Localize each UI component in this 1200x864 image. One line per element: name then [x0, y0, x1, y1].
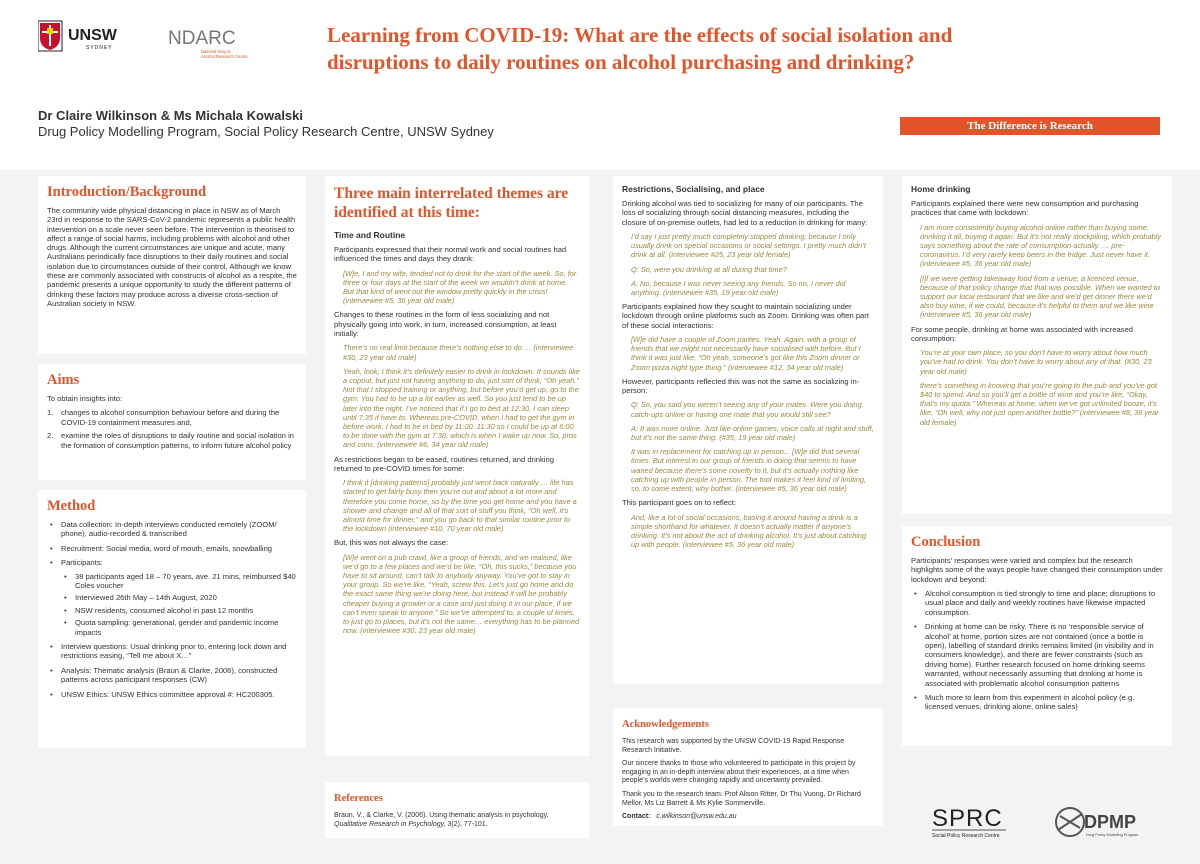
quote: A: It was more online. Just like online games, voice calls at night and stuff, but it’s not the same thing. (#35, 19 year old male) — [631, 423, 874, 443]
reference-entry: Braun, V., & Clarke, V. (2006). Using thematic analysis in psychology. Qualitative Research in Psychology, 3(2), 77-101. — [334, 812, 549, 828]
quote: A: No, because I was never seeing any friends. So no, I never did anything. (interviewee #35, 19 year old male) — [631, 278, 846, 297]
themes-paragraph: Participants expressed that their normal work and social routines had influenced the times and days they drank: — [334, 245, 567, 264]
contact-email[interactable]: c.wilkinson@unsw.edu.au — [656, 813, 737, 821]
method-heading: Method — [47, 498, 96, 514]
themes-heading: Three main interrelated themes are identified at this time: — [334, 185, 569, 221]
affiliation: Drug Policy Modelling Program, Social Policy Research Centre, UNSW Sydney — [38, 124, 494, 139]
poster-title — [327, 22, 1147, 76]
method-subitem: • 38 participants aged 18 – 70 years, ave. 21 mins, reimbursed $40 Coles voucher — [61, 572, 297, 591]
aims-list — [47, 408, 297, 450]
method-subitem: • Quota sampling: generational, gender and pandemic income impacts — [61, 618, 297, 637]
quote: Q: So, you said you weren’t seeing any of your mates. Were you doing catch-ups online or having one mate that you would still see? — [631, 400, 862, 419]
method-list — [47, 520, 297, 699]
quote: [W]e did have a couple of Zoom parties. Yeah. Again, with a group of friends that we might not necessarily have socialised with before. But I think it was just like, “Oh yeah, someone’s got like this Zoom dinner or Zoom pizza night type thing.” (interviewee #12, 34 year old male) — [631, 335, 861, 372]
references-section — [325, 782, 589, 838]
quote: There’s no real limit because there’s nothing else to do … (interviewee #30, 23 year old male) — [343, 343, 574, 362]
conclusion-paragraph: Participants’ responses were varied and complex but the research highlights some of the ways people have changed their consumption under lockdown and beyond: — [911, 556, 1163, 584]
conclusion-section — [902, 526, 1172, 746]
restrictions-paragraph: Drinking alcohol was tied to socializing for many of our participants. The loss of socializing through social distancing measures, including the closure of on-premise outlets, had led to a reduction in drinking for many: — [622, 199, 868, 227]
dpmp-logo — [1056, 808, 1138, 837]
conclusion-item: • Much more to learn from this experiment in alcohol policy (e.g. licensed venues, drinking alone, online sales) — [911, 693, 1163, 712]
time-routine-subheading: Time and Routine — [334, 230, 406, 240]
unsw-logo — [38, 20, 138, 60]
quote: Q: So, were you drinking at all during that time? — [631, 264, 787, 274]
intro-section — [38, 176, 306, 354]
acknowledgements-section — [613, 708, 883, 826]
participants-sublist — [61, 572, 297, 637]
aims-item: 2. examine the roles of disruptions to daily routine and social isolation in the formation of consumption patterns, to inform future alcohol policy — [47, 431, 295, 450]
ack-paragraph: Thank you to the research team: Prof Alison Ritter, Dr Thu Vuong, Dr Richard Mellor, Ms Liz Barrett & Ms Kylie Sommerville. — [622, 790, 861, 807]
title-line-1: Learning from COVID-19: What are the effects of social isolation and — [327, 23, 953, 47]
quote: [W]e, I and my wife, tended not to drink for the start of the week. So, for three or four days at the start of the week we wouldn’t drink at home. But that kind of went out the window pretty quickly in the crisis! (interviewee #5, 36 year old male) — [343, 268, 577, 306]
intro-heading: Introduction/Background — [47, 184, 207, 200]
method-subitem: • NSW residents, consumed alcohol in past 12 months — [61, 606, 297, 615]
restrictions-paragraph: Participants explained how they sought to maintain socializing under lockdown through online platforms such as Zoom. Drinking was often part of these social interactions: — [622, 302, 869, 330]
method-subitem: • Interviewed 26th May – 14th August, 2020 — [61, 593, 297, 602]
home-drinking-section — [902, 176, 1172, 514]
restrictions-heading: Restrictions, Socialising, and place — [622, 184, 765, 194]
authors: Dr Claire Wilkinson & Ms Michala Kowalski — [38, 108, 304, 123]
ndarc-logo-text: NDARC — [168, 28, 236, 49]
conclusion-heading: Conclusion — [911, 534, 981, 550]
home-drinking-heading: Home drinking — [911, 184, 971, 194]
ack-paragraph: This research was supported by the UNSW COVID-19 Rapid Response Research Initiative. — [622, 738, 845, 754]
themes-paragraph: As restrictions began to be eased, routines returned, and drinking returned to pre-COVID times for some: — [334, 454, 554, 473]
themes-paragraph: Changes to these routines in the form of less socializing and not physically going into work, in turn, increased consumption, at least initially: — [334, 310, 557, 338]
method-item: • Recruitment: Social media, word of mouth, emails, snowballing — [47, 544, 297, 553]
ndarc-logo-sub1: National Drug & — [201, 49, 231, 54]
themes-paragraph: But, this was not always the case: — [334, 538, 448, 548]
quote: And, like a lot of social occasions, basing it around having a drink is a simple shorthand for whatever. It doesn’t actually matter if anyone’s drinking. It’s not about the act of drinking alcohol. It’s just about catching up with people. (interviewee #5, 36 year old male) — [631, 512, 867, 550]
method-item: • Participants: • 38 participants aged 18 – 70 years, ave. 21 mins, reimbursed $40 Coles voucher • Interviewed 26th May – 14th August, 2020 • NSW residents, consumed alcohol in past 12 months • Quota sampling: generational, gender and pandemic income impacts — [47, 558, 297, 637]
aims-heading: Aims — [47, 372, 80, 388]
poster-header — [0, 0, 1200, 170]
dpmp-logo-sub: Drug Policy Modelling Program — [1086, 833, 1139, 837]
quote: [I]f we were getting takeaway food from a venue, a licenced venue, because of that policy change that that was possible. When we wanted to support our local restaurant that we like and we’d get dinner there we’d also buy wine, if we could, because it’s helpful to them and we like wine (interviewee #5, 36 year old male) — [920, 273, 1160, 320]
sprc-logo-text: SPRC — [932, 805, 1003, 832]
aims-intro: To obtain insights into: — [47, 394, 123, 403]
sprc-logo — [932, 805, 1006, 839]
quote: [W]e went on a pub crawl, like a group of friends, and we realised, like we’d go to a few places and we’d be like, “Oh, this sucks,” because you have to sit around, can’t talk to anybody anyway. You’ve got to stay in your group. So we’re like, “Yeah, screw this. Let’s just go home and do the exact same thing we’re doing here, but instead it will be probably cheaper buying a growler or a case and just doing it in our place, if we can’t even speak to anyone.” So we’ve attempted to, a couple of times, to just go to places, but it’s not the same… everything has to be planned now. (interviewee #30, 23 year old male) — [343, 552, 580, 636]
conclusion-item: • Alcohol consumption is tied strongly to time and place; disruptions to usual place and daily and weekly routines have likewise impacted consumption. — [911, 589, 1163, 617]
contact-line: Contact: c.wilkinson@unsw.edu.au — [622, 813, 737, 821]
restrictions-paragraph: However, participants reflected this was not the same as socializing in-person: — [622, 376, 860, 396]
tagline-banner: The Difference is Research — [900, 117, 1160, 135]
ndarc-logo — [168, 22, 268, 62]
aims-section — [38, 364, 306, 480]
title-line-2: disruptions to daily routines on alcohol purchasing and drinking? — [327, 50, 915, 74]
quote: I’d say I just pretty much completely stopped drinking, because I only usually drink on special occasions or social settings. I pretty much didn’t drink at all. (interviewee #25, 23 year old female) — [631, 231, 866, 260]
restrictions-paragraph: This participant goes on to reflect: — [622, 498, 736, 508]
ack-paragraph: Our sincere thanks to those who volunteered to participate in this project by engaging in an in-depth interview about their experiences, at a time when people’s worlds were changing rapidly and uncertainty prevailed. — [622, 760, 856, 785]
quote: Yeah, look, I think it’s definitely easier to drink in lockdown. It sounds like a copout, but just not having anything to do, just sort of think, “Oh yeah.” Not that I stopped training or anything, but before you’d get up, go to the gym. You had to be up a lot earlier as well. So you just tend to be up later into the night. I’ve noticed that if I go to bed at 12:30, I can sleep until 7:35 if have to. Whereas pre-COVID, when I had to get the gym in before work, I had to be in bed by 11:00. 11:30 so I could be up at 6:00 to be done with the gym at 7:30, which is when I wake up now. So, pros and cons. (interviewee #6, 34 year old male) — [343, 366, 580, 450]
method-item: • Analysis: Thematic analysis (Braun & Clarke, 2006), constructed patterns across participant responses (CW) — [47, 666, 297, 685]
method-section — [38, 490, 306, 748]
restrictions-section — [613, 176, 883, 684]
themes-section — [325, 176, 589, 756]
method-item: • Interview questions: Usual drinking prior to, entering lock down and restrictions easing, “Tell me about X…” — [47, 642, 297, 661]
quote: You’re at your own place, so you don’t have to worry about how much you’ve had to drink. You don’t have to worry about any of that. (#30, 23 year old male) — [920, 348, 1152, 376]
quote: there’s something in knowing that you’re going to the pub and you’ve got $40 to spend. And so you’ll get a bottle of wine and you’re like, “Okay, that’s my quota.” Whereas at home, when we’ve got unlimited booze, it’s like, “Oh well, why not just open another bottle?” (interviewee #8, 36 year old female) — [920, 380, 1159, 427]
acknowledgements-heading: Acknowledgements — [622, 719, 709, 730]
quote: I am more consistently buying alcohol online rather than buying some, drinking it all, buying it again. But it’s not really stockpiling, which probably says something about the rate of consumption actually. … pre-coronavirus, I’d very rarely keep beers in the fridge. Just never have it. (interviewee #5, 36 year old male) — [920, 222, 1162, 269]
aims-item: 1. changes to alcohol consumption behaviour before and during the COVID-19 containment measures and, — [47, 408, 280, 427]
footer-logos — [930, 802, 1170, 842]
method-item: • Data collection: In-depth interviews conducted remotely (ZOOM/ phone), audio-recorded & transcribed — [47, 520, 297, 539]
conclusion-list — [911, 589, 1163, 712]
unsw-logo-text: UNSW — [68, 27, 117, 44]
method-item: • UNSW Ethics: UNSW Ethics committee approval #: HC200305. — [47, 690, 297, 699]
dpmp-logo-text: DPMP — [1084, 812, 1137, 832]
conclusion-item: • Drinking at home can be risky. There is no ‘responsible service of alcohol’ at home, portion sizes are not contained (once a bottle is open), labelling of standard drinks remains limited (in visibility and in consumers knowledge), and there are fewer constraints (such as driving home). Further research focused on home drinking seems warranted, without necessarily assuming that drinking at home is associated with problematic alcohol consumption patterns — [911, 622, 1163, 688]
ndarc-logo-sub2: Alcohol Research Centre — [201, 54, 248, 59]
intro-text: The community wide physical distancing in place in NSW as of March 23rd in response to the SARS-CoV-2 pandemic represents a public health intervention on a scale never seen before. The intervention is theorised to affect a range of social harms, including problems with alcohol and other drugs. Although the current circumstances are unique and acute, many Australians periodically face disruptions to their daily routines and social isolation due to circumstances outside of their control. Although we know these are commonly associated with constructs of alcohol as a respite, the pandemic presents a unique opportunity to study the different patterns of drinking these factors may produce across a diverse cross-section of Australian society in NSW. — [47, 206, 297, 308]
quote: I think it [drinking patterns] probably just went back naturally … life has started to get fairly busy then you’re out and about a lot more and therefore you come home, so by the time you get home and you have a shower and change and all of that sort of stuff you think, “Oh well, it’s almost time for dinner,” and you go back to that similar routine prior to the lockdown (interviewee #10, 70 year old male) — [343, 478, 577, 534]
references-heading: References — [334, 793, 383, 804]
home-paragraph: For some people, drinking at home was associated with increased consumption: — [911, 324, 1134, 343]
quote: It was in replacement for catching up in person... [W]e did that several times. But interest in our group of friends in doing that seems to have waned because there’s some novelty to it, but it’s actually nothing like catching up with people in person. The tool makes it feel kind of limiting, so, to some extent, why bother. (interviewee #5, 36 year old male) — [631, 447, 866, 494]
unsw-logo-sub: SYDNEY — [86, 45, 113, 51]
home-paragraph: Participants explained there were new consumption and purchasing practices that came with lockdown: — [911, 199, 1139, 218]
sprc-logo-sub: Social Policy Research Centre — [932, 833, 1000, 839]
